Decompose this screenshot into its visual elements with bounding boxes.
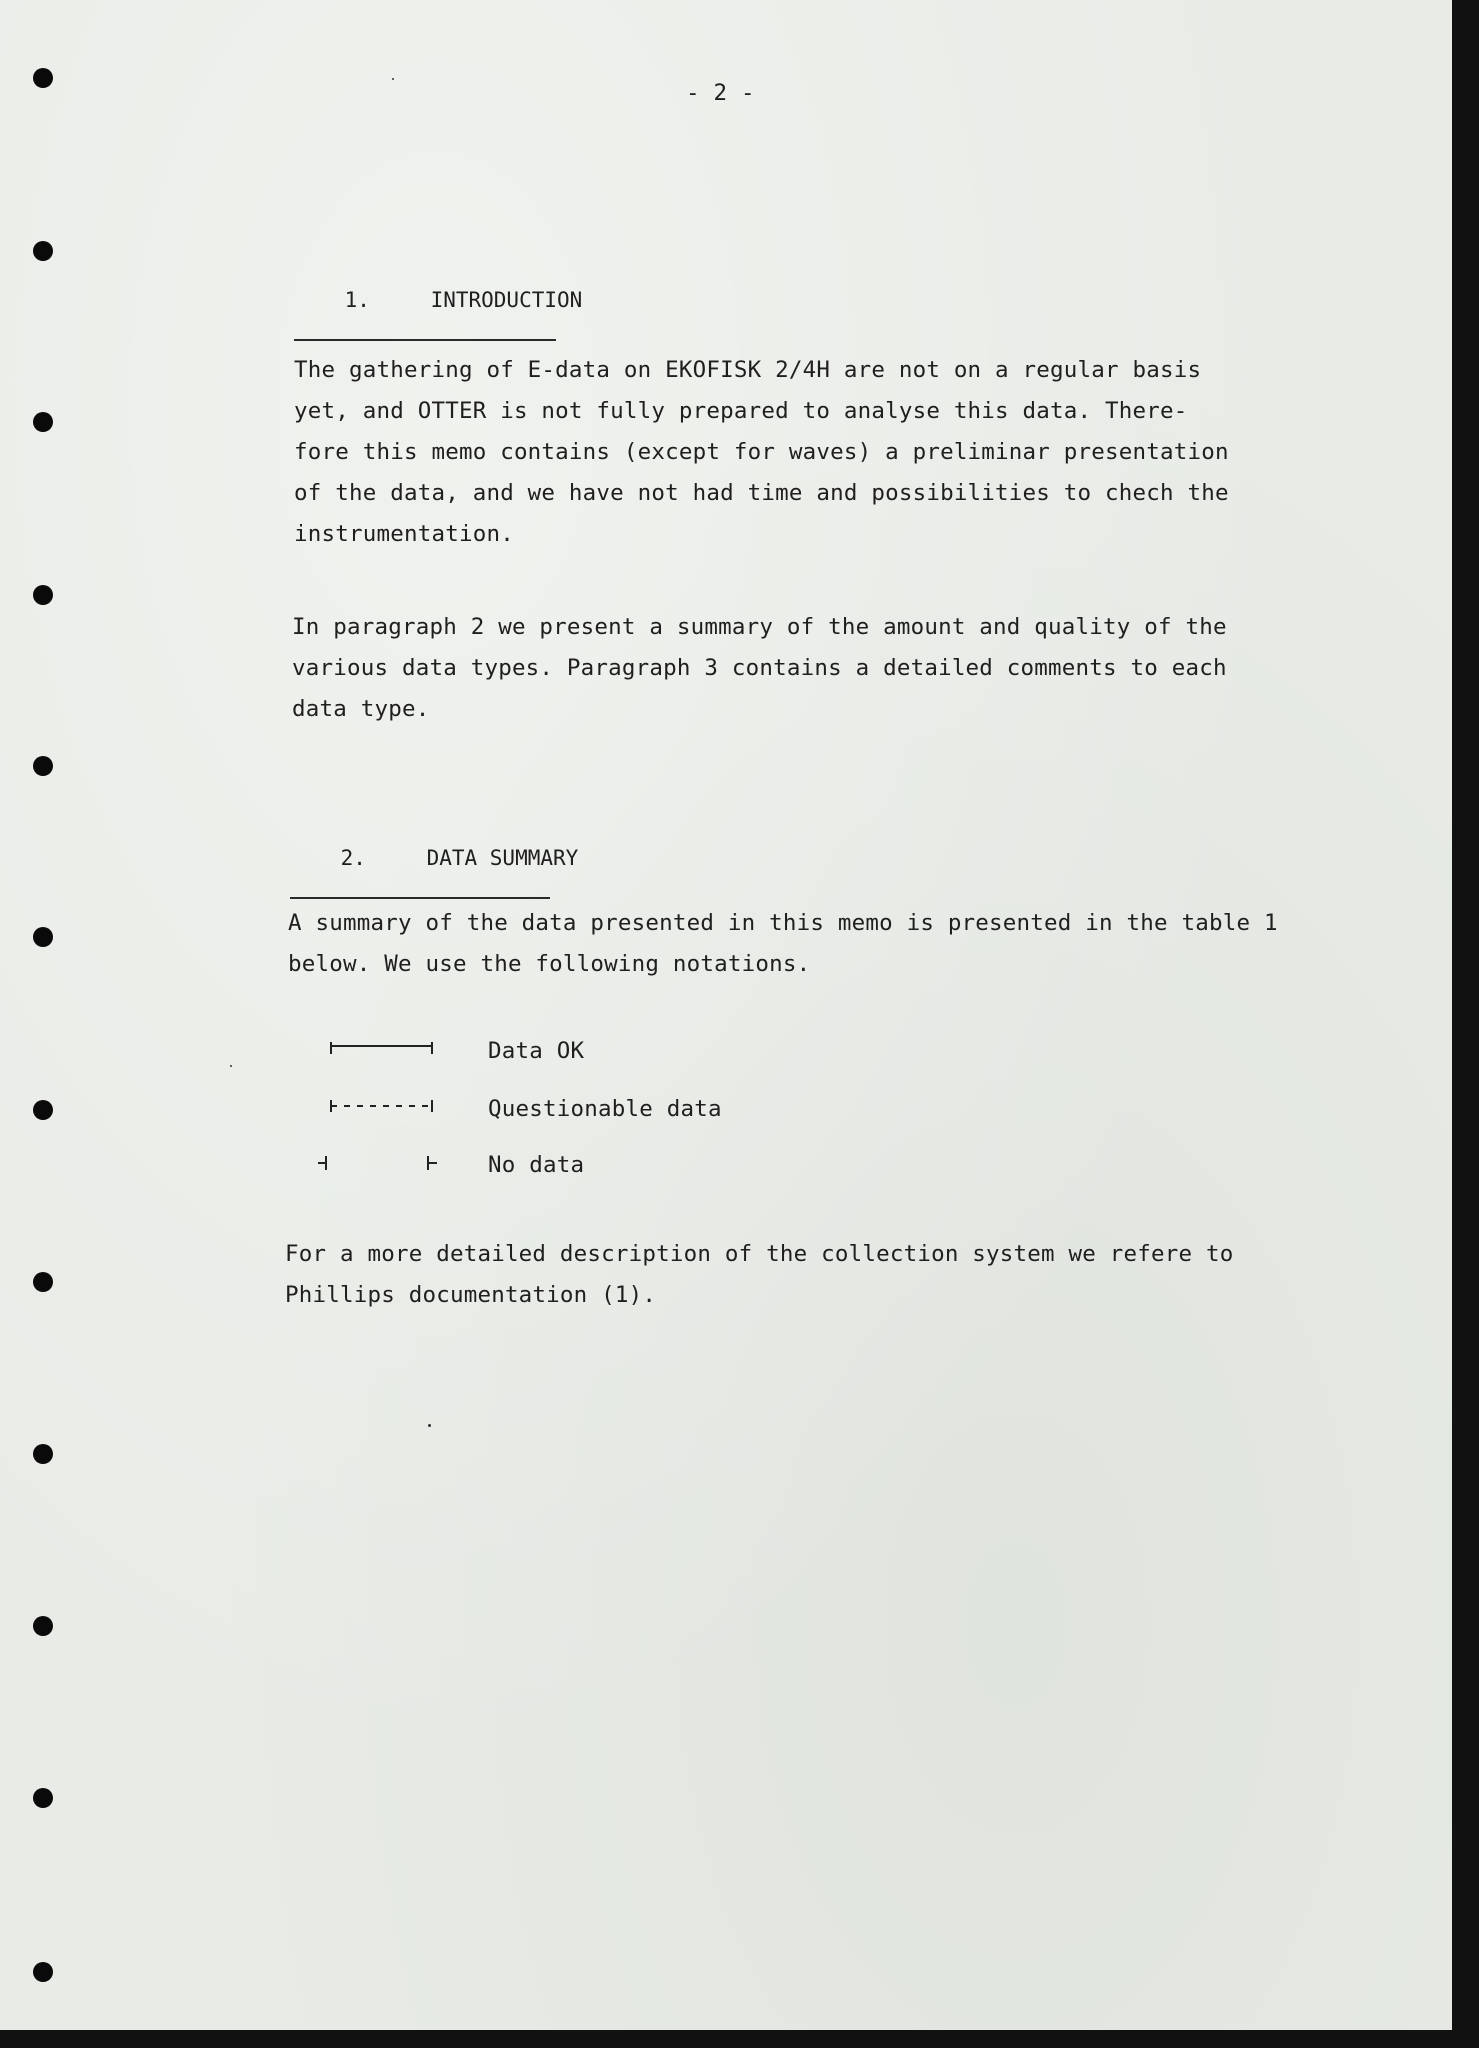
intro-paragraph-2: In paragraph 2 we present a summary of the amount and quality of the various data types. Paragraph 3 contains a detailed comments to each data type.	[292, 614, 1227, 722]
punch-hole	[33, 756, 53, 776]
section-title: INTRODUCTION	[430, 288, 583, 312]
punch-hole	[33, 927, 53, 947]
scan-speck	[230, 1065, 232, 1067]
punch-hole	[33, 1616, 53, 1636]
section-number: 2.	[340, 846, 366, 870]
intro-paragraph-1: The gathering of E-data on EKOFISK 2/4H are not on a regular basis yet, and OTTER is not fully prepared to analyse this data. There- fore this memo contains (except for waves) a preliminar presentation of the data, and we have not had time and possibilities to chech the instrumentation.	[294, 357, 1229, 547]
dashed-line-symbol	[328, 1096, 438, 1116]
legend-label: Questionable data	[488, 1096, 722, 1122]
punch-hole	[33, 412, 53, 432]
page-number: - 2 -	[686, 80, 755, 106]
punch-hole	[33, 585, 53, 605]
punch-hole	[33, 1100, 53, 1120]
legend-label: No data	[488, 1152, 585, 1178]
section-heading-introduction	[294, 264, 583, 341]
punch-hole	[33, 241, 53, 261]
scan-speck	[392, 78, 394, 80]
punch-hole	[33, 68, 53, 88]
section-heading-data-summary	[290, 822, 579, 899]
punch-hole	[33, 1788, 53, 1808]
punch-hole	[33, 1962, 53, 1982]
punch-hole	[33, 1444, 53, 1464]
gap-symbol	[316, 1152, 446, 1172]
section-title: DATA SUMMARY	[426, 846, 579, 870]
summary-paragraph-1: A summary of the data presented in this memo is presented in the table 1 below. We use the following notations.	[288, 910, 1278, 977]
scan-speck	[428, 1424, 431, 1427]
summary-paragraph-2: For a more detailed description of the collection system we refere to Phillips documentation (1).	[285, 1241, 1234, 1308]
section-number: 1.	[344, 288, 370, 312]
punch-hole	[33, 1272, 53, 1292]
solid-line-symbol	[328, 1038, 438, 1058]
legend-label: Data OK	[488, 1038, 585, 1064]
